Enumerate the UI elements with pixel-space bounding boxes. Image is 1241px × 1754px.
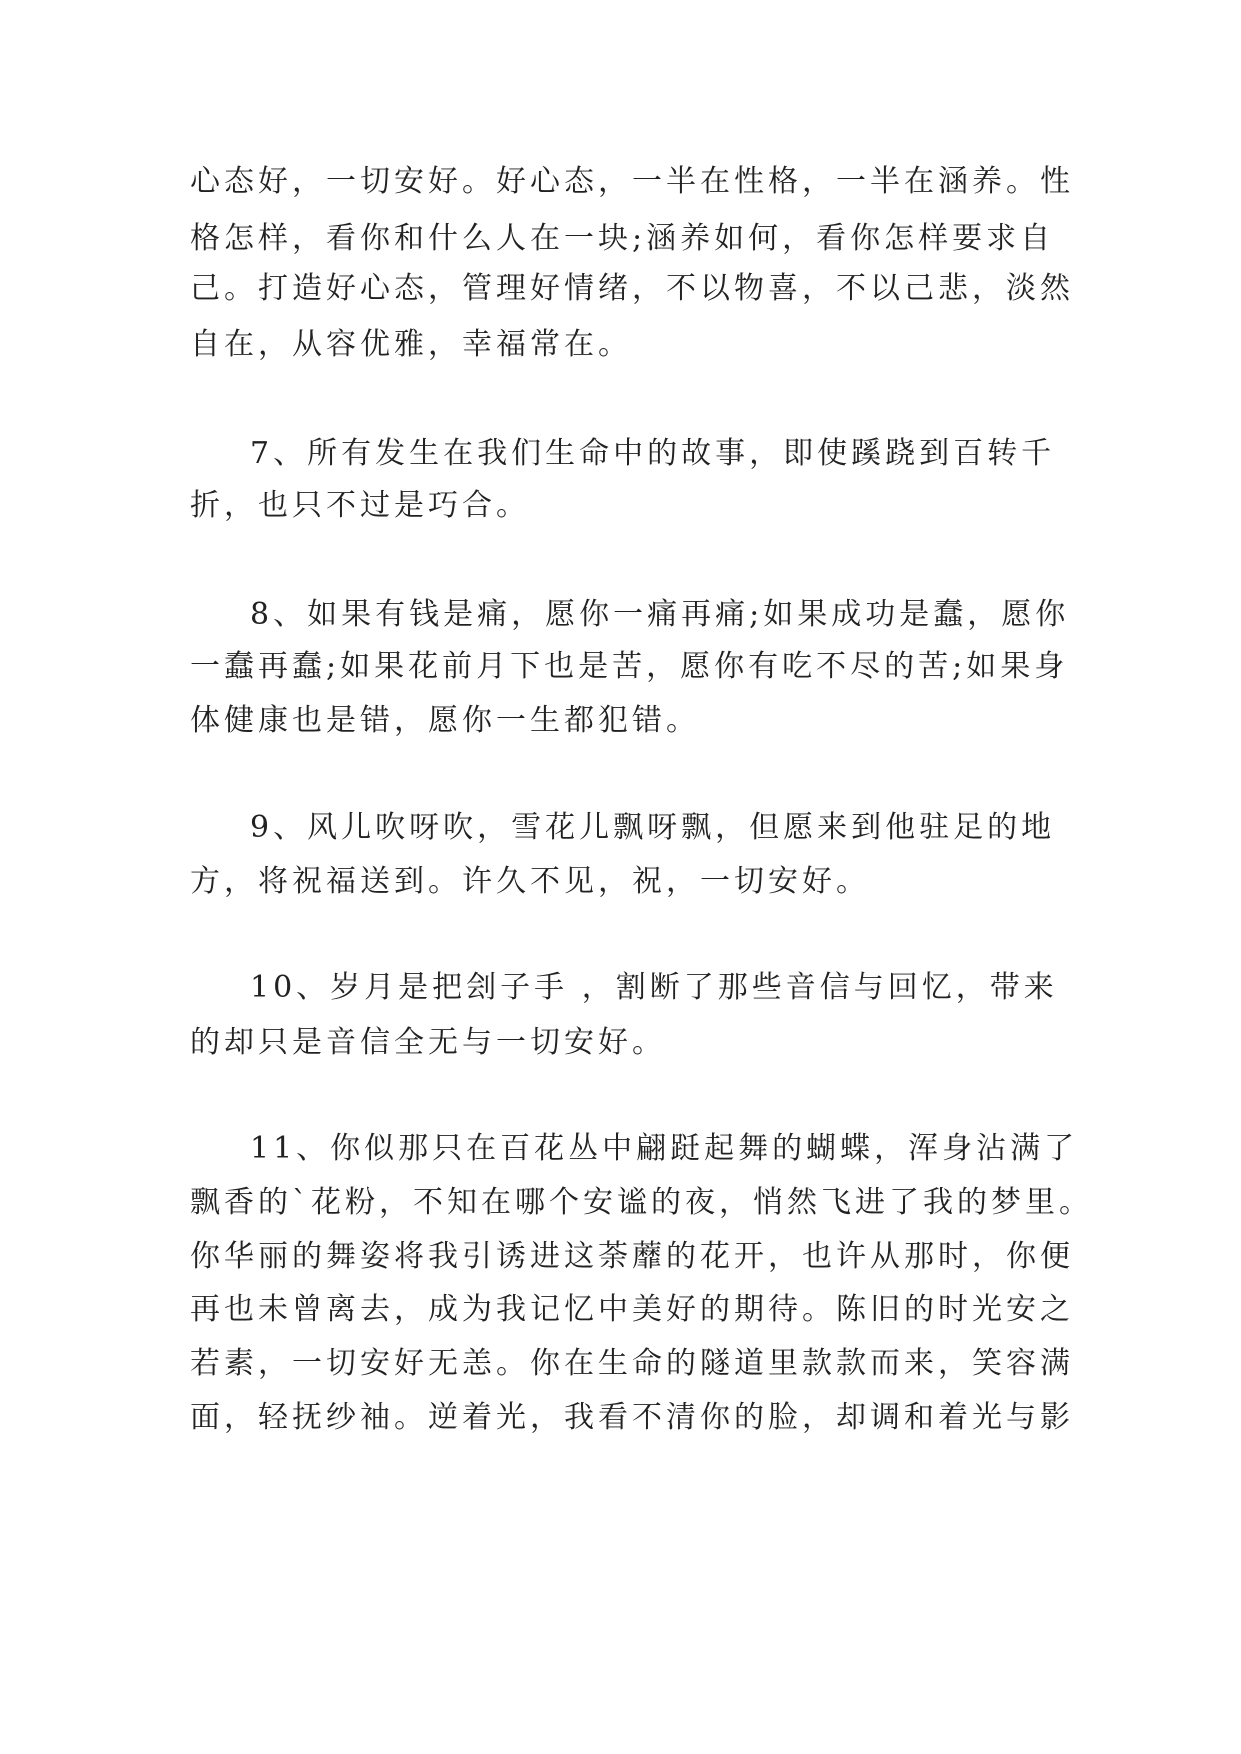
paragraph-11-line-1: 11、你似那只在百花丛中翩跹起舞的蝴蝶，浑身沾满了 (250, 1131, 1079, 1166)
paragraph-8-line-1: 8、如果有钱是痛，愿你一痛再痛;如果成功是蠢，愿你 (250, 597, 1070, 632)
paragraph-8-line-2: 一蠢再蠢;如果花前月下也是苦，愿你有吃不尽的苦;如果身 (190, 649, 1069, 684)
paragraph-9-line-2: 方，将祝福送到。许久不见，祝，一切安好。 (190, 864, 870, 899)
paragraph-11-line-3: 你华丽的舞姿将我引诱进这荼蘼的花开，也许从那时，你便 (190, 1239, 1074, 1274)
paragraph-1-line-3: 己。打造好心态，管理好情绪，不以物喜，不以己悲，淡然 (190, 271, 1074, 306)
paragraph-11-line-5: 若素，一切安好无恙。你在生命的隧道里款款而来，笑容满 (190, 1346, 1074, 1381)
paragraph-7-line-1: 7、所有发生在我们生命中的故事，即使蹊跷到百转千 (250, 436, 1056, 471)
paragraph-11-line-6: 面，轻抚纱袖。逆着光，我看不清你的脸，却调和着光与影 (190, 1400, 1074, 1435)
paragraph-11-line-4: 再也未曾离去，成为我记忆中美好的期待。陈旧的时光安之 (190, 1292, 1074, 1327)
paragraph-10-line-1: 10、岁月是把刽子手 ，割断了那些音信与回忆，带来 (250, 970, 1058, 1005)
paragraph-8-line-3: 体健康也是错，愿你一生都犯错。 (190, 703, 700, 738)
paragraph-1-line-2: 格怎样，看你和什么人在一块;涵养如何，看你怎样要求自 (190, 221, 1055, 256)
paragraph-7-line-2: 折，也只不过是巧合。 (190, 488, 530, 523)
paragraph-9-line-1: 9、风儿吹呀吹，雪花儿飘呀飘，但愿来到他驻足的地 (250, 810, 1056, 845)
paragraph-10-line-2: 的却只是音信全无与一切安好。 (190, 1025, 666, 1060)
paragraph-1-line-4: 自在，从容优雅，幸福常在。 (190, 327, 632, 362)
paragraph-1-line-1: 心态好，一切安好。好心态，一半在性格，一半在涵养。性 (190, 164, 1074, 199)
paragraph-11-line-2: 飘香的`花粉，不知在哪个安谧的夜，悄然飞进了我的梦里。 (190, 1185, 1093, 1220)
